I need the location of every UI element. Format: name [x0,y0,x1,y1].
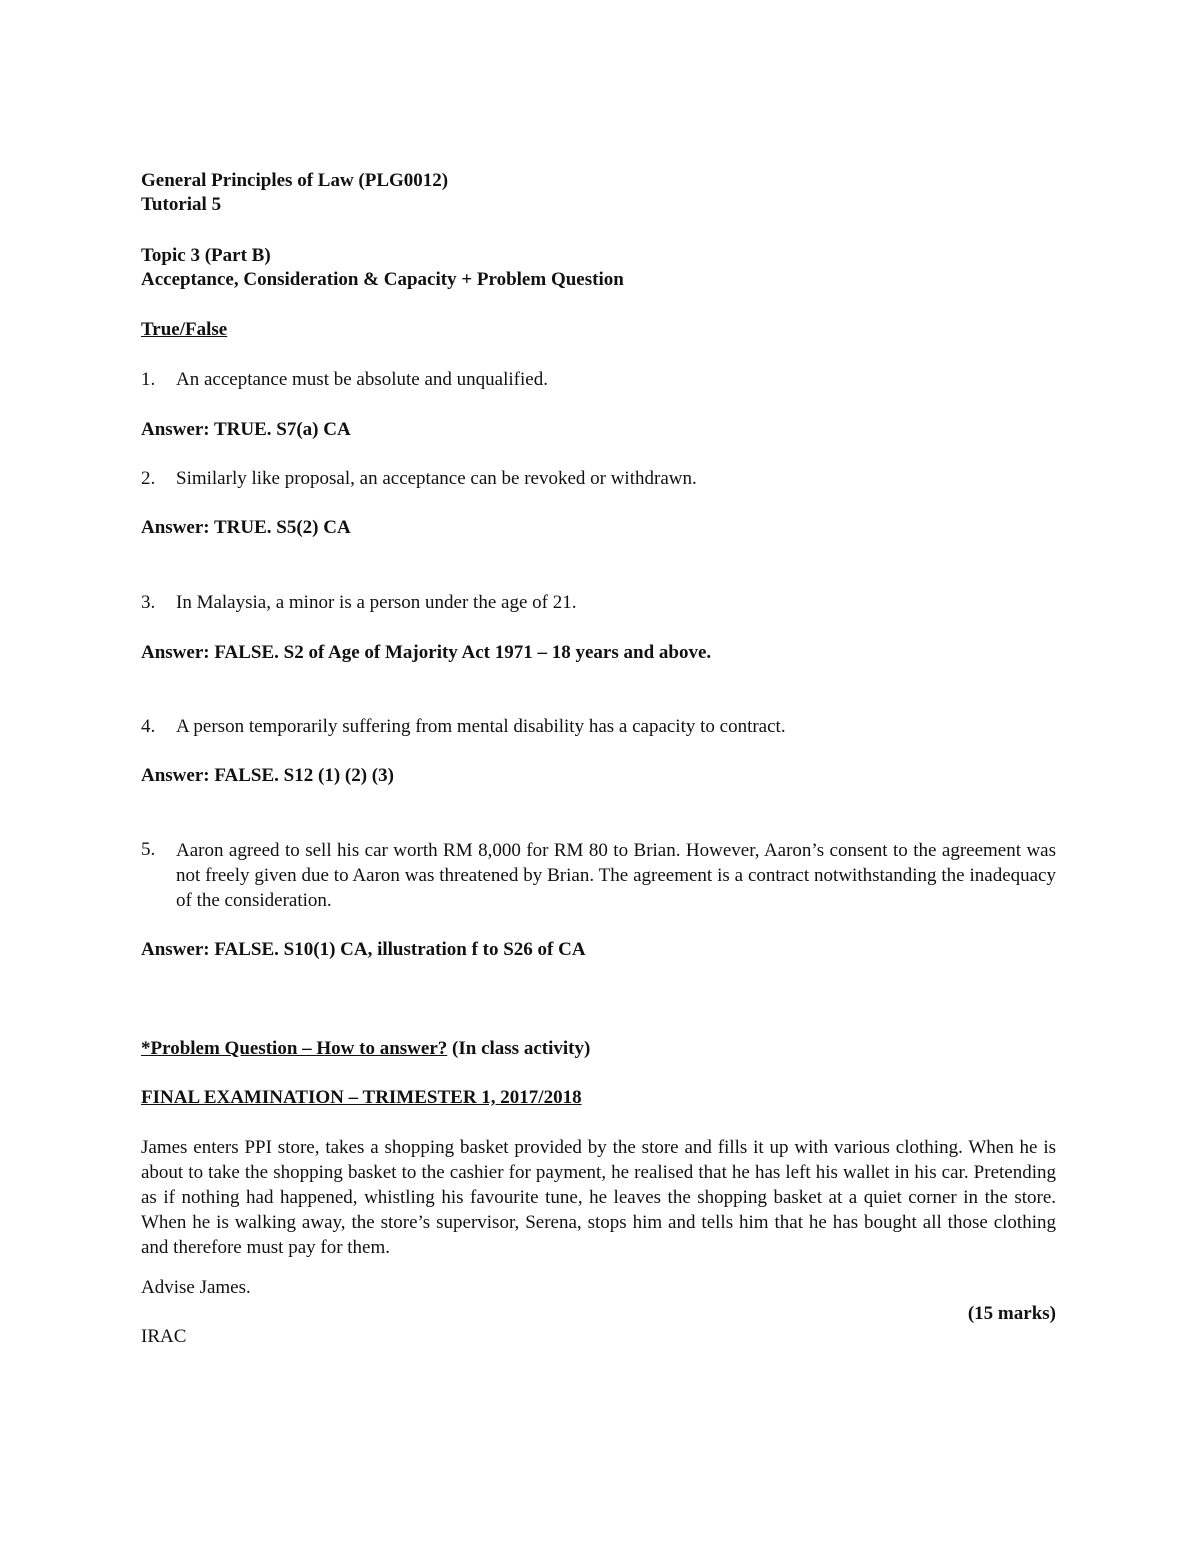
question-text: An acceptance must be absolute and unqualified. [176,369,548,390]
answer-text: Answer: FALSE. S2 of Age of Majority Act 1971 – 18 years and above. [141,642,712,663]
question-number: 5. [141,839,156,860]
tutorial-label: Tutorial 5 [141,194,222,215]
answer-text: Answer: TRUE. S5(2) CA [141,517,351,538]
question-text: Aaron agreed to sell his car worth RM 8,000 for RM 80 to Brian. However, Aaron’s consent to the agreement was not freely given due to Aaron was threatened by Brian. The agreement is a contract notwithstanding the inadequacy of the consideration. [176,840,1056,911]
problem-heading-rest: (In class activity) [447,1038,591,1059]
course-title: General Principles of Law (PLG0012) [141,170,449,191]
question-number: 1. [141,369,156,390]
question-number: 3. [141,592,156,613]
problem-instruction: Advise James. [141,1277,251,1298]
question-text: A person temporarily suffering from mental disability has a capacity to contract. [176,716,786,737]
problem-scenario: James enters PPI store, takes a shopping basket provided by the store and fills it up with various clothing. When he is about to take the shopping basket to the cashier for payment, he realised that he has left his wallet in his car. Pretending as if nothing had happened, whistling his favourite tune, he leaves the shopping basket at a quiet corner in the store. When he is walking away, the store’s supervisor, Serena, stops him and tells him that he has bought all those clothing and therefore must pay for them. [141,1137,1056,1258]
topic-subtitle: Acceptance, Consideration & Capacity + Problem Question [141,269,624,290]
exam-heading: FINAL EXAMINATION – TRIMESTER 1, 2017/2018 [141,1087,582,1108]
question-text: Similarly like proposal, an acceptance can be revoked or withdrawn. [176,468,697,489]
topic-label: Topic 3 (Part B) [141,245,271,266]
answer-method: IRAC [141,1326,187,1347]
marks-label: (15 marks) [967,1303,1056,1324]
section-title: True/False [141,319,228,340]
problem-heading [141,1037,590,1061]
question-number: 4. [141,716,156,737]
answer-text: Answer: FALSE. S12 (1) (2) (3) [141,765,394,786]
question-number: 2. [141,468,156,489]
answer-text: Answer: TRUE. S7(a) CA [141,419,351,440]
answer-text: Answer: FALSE. S10(1) CA, illustration f to S26 of CA [141,939,586,960]
question-text: In Malaysia, a minor is a person under the age of 21. [176,592,577,613]
problem-heading-underlined: *Problem Question – How to answer? [141,1038,448,1059]
